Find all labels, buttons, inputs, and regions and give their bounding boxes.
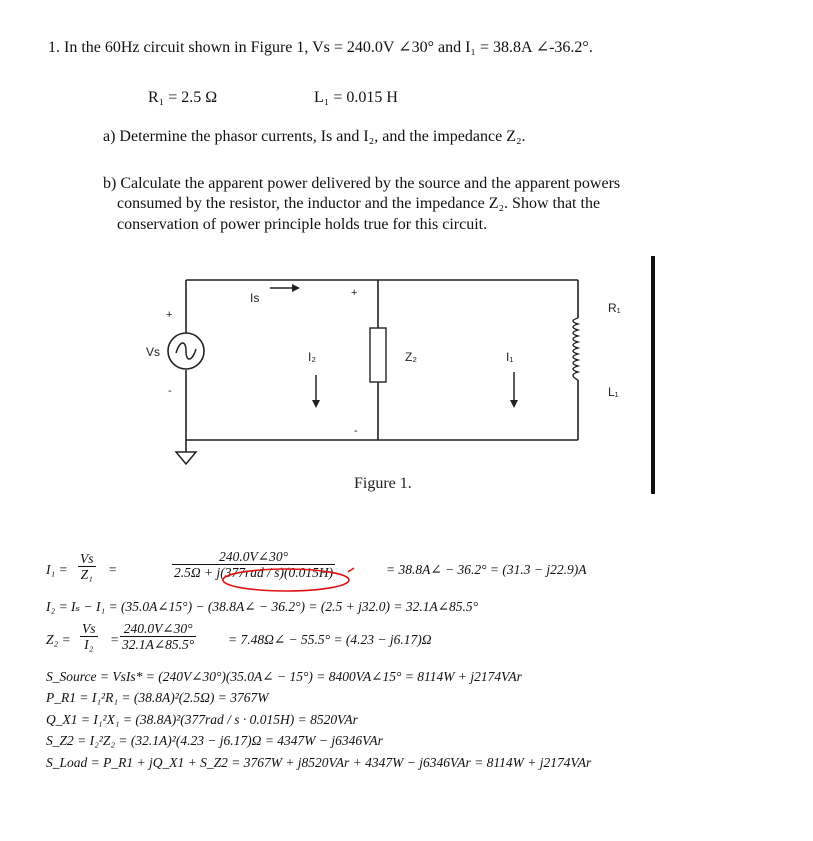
s-source-line: S_Source = VsIs* = (240V∠30°)(35.0A∠ − 15°) = 8400VA∠15° = 8114W + j2174VAr [46,669,522,684]
label-minus-z2: - [354,425,358,437]
i1-eq-sign: = [108,562,118,577]
part-b-line-3: conservation of power principle holds true for this circuit. [117,216,488,233]
q-x1-line: Q_X1 = I₁²X₁ = (38.8A)²(377rad / s · 0.015H) = 8520VAr [46,712,358,727]
l1-value: L₁ = 0.015 H [314,89,398,106]
i1-fraction [172,549,335,580]
z2-frac-den: I₂ [84,637,94,652]
z2-lhs: Z₂ = [46,632,71,647]
i1-vs-over-z1 [78,551,96,582]
i1-numerator: 240.0V∠30° [172,549,335,565]
z2-frac-num: Vs [82,621,96,636]
label-z2: Z₂ [405,350,417,364]
i1-frac-num: Vs [80,551,94,566]
i1-result: = 38.8A∠ − 36.2° = (31.3 − j22.9)A [386,562,587,577]
i2-arrow-icon [312,400,320,408]
ground-icon [176,452,196,464]
i2-line: I₂ = Iₛ − I₁ = (35.0A∠15°) − (38.8A∠ − 36.2°) = (2.5 + j32.0) = 32.1A∠85.5° [46,599,479,614]
thick-bar [651,256,655,494]
r1-value: R₁ = 2.5 Ω [148,89,218,106]
label-plus-z2: + [351,287,358,299]
part-b-line-2: consumed by the resistor, the inductor and the impedance Z₂. Show that the [117,195,601,212]
label-plus-source: + [166,309,173,321]
inductor-icon [573,318,578,380]
z2-denominator: 32.1A∠85.5° [122,637,195,652]
part-b-line-1: b) Calculate the apparent power delivered by the source and the apparent powers [103,175,621,192]
label-vs: Vs [146,345,161,359]
label-minus-source: - [168,385,172,397]
problem-intro: 1. In the 60Hz circuit shown in Figure 1, Vs = 240.0V ∠30° and I₁ = 38.8A ∠-36.2°. [48,39,593,56]
z2-numerator: 240.0V∠30° [120,621,196,637]
z2-result: = 7.48Ω∠ − 55.5° = (4.23 − j6.17)Ω [228,632,432,647]
s-z2-line: S_Z2 = I₂²Z₂ = (32.1A)²(4.23 − j6.17)Ω = 4347W − j6346VAr [46,733,383,748]
impedance-z2-icon [370,328,386,382]
label-r1: R₁ [608,301,621,315]
voltage-source-icon [168,333,204,369]
figure-caption: Figure 1. [354,475,412,492]
z2-eq-sign: = [110,632,120,647]
s-load-line: S_Load = P_R1 + jQ_X1 + S_Z2 = 3767W + j8520VAr + 4347W − j6346VAr = 8114W + j2174VAr [46,755,592,770]
part-a: a) Determine the phasor currents, Is and I₂, and the impedance Z₂. [103,128,526,145]
z2-vs-over-i2 [80,621,98,652]
z2-fraction [120,621,196,652]
p-r1-line: P_R1 = I₁²R₁ = (38.8A)²(2.5Ω) = 3767W [46,690,269,705]
is-arrow-icon [292,284,300,292]
i1-denominator: 2.5Ω + j(377rad / s)(0.015H) [174,565,334,580]
i1-frac-den: Z₁ [80,567,93,582]
label-l1: L₁ [608,385,619,399]
i1-arrow-icon [510,400,518,408]
label-i2: I₂ [308,350,316,364]
label-i1: I₁ [506,350,514,364]
label-is: Is [250,291,260,305]
i1-lhs: I₁ = [46,562,68,577]
